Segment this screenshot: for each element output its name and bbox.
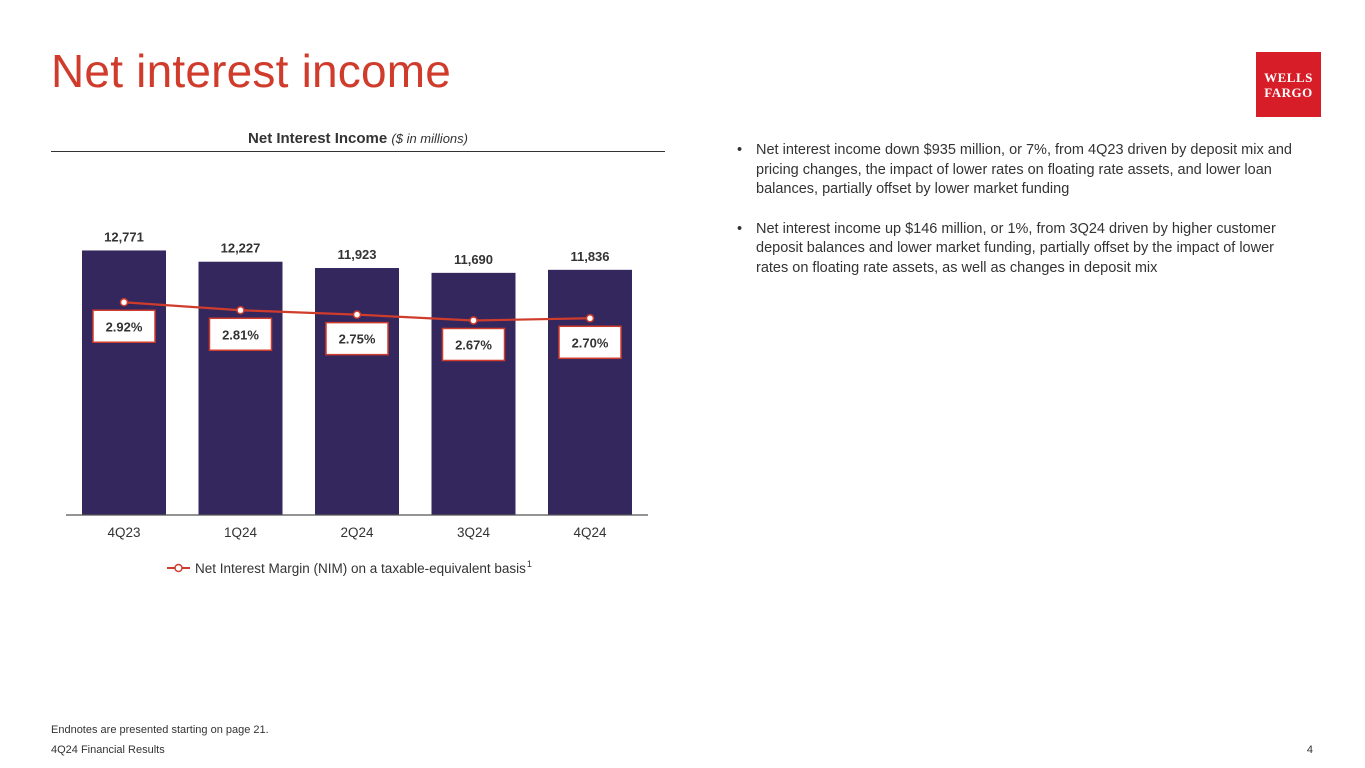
x-tick-label: 1Q24 — [223, 525, 258, 540]
bullet-item: • Net interest income down $935 million, or 7%, from 4Q23 driven by deposit mix and pricing changes, the impact of lower rates on floating rate assets, and lower loan balances, partially offset by lower market funding — [734, 141, 1304, 200]
nim-value-label: 2.81% — [222, 327, 259, 343]
bar-value-label: 11,923 — [337, 247, 377, 263]
page-title: Net interest income — [51, 45, 452, 97]
nim-value-label: 2.70% — [571, 335, 609, 351]
x-tick-label: 3Q24 — [456, 525, 491, 540]
nim-value-label: 2.92% — [105, 319, 143, 335]
bar — [199, 262, 283, 515]
endnotes-note: Endnotes are presented starting on page 21. — [51, 724, 269, 736]
bar — [548, 270, 632, 515]
logo-line-1: WELLS — [1264, 69, 1313, 85]
legend-superscript: 1 — [526, 559, 532, 569]
commentary-bullets — [734, 141, 1304, 298]
nim-point — [470, 317, 477, 324]
x-tick-label: 4Q23 — [107, 525, 141, 540]
bar — [82, 250, 166, 515]
footer-report-name: 4Q24 Financial Results — [51, 744, 165, 756]
x-tick-label: 2Q24 — [340, 525, 374, 540]
nim-value-label: 2.75% — [338, 331, 376, 347]
page-number: 4 — [1306, 744, 1313, 756]
nim-point — [587, 315, 594, 322]
legend-label: Net Interest Margin (NIM) on a taxable-equivalent basis — [195, 561, 526, 576]
x-tick-label: 4Q24 — [573, 525, 607, 540]
nim-point — [354, 311, 361, 318]
chart-title-main: Net Interest Income — [248, 130, 388, 147]
legend-marker — [175, 565, 182, 572]
bullet-item: • Net interest income up $146 million, or 1%, from 3Q24 driven by higher customer deposit balances and lower market funding, partially offset by the impact of lower rates on floating rate assets, as well as changes in deposit mix — [734, 220, 1304, 279]
nim-value-label: 2.67% — [455, 337, 492, 353]
bar-value-label: 12,227 — [220, 240, 261, 256]
nim-point — [237, 307, 244, 314]
chart-title-units: ($ in millions) — [391, 131, 468, 146]
bar-value-label: 11,690 — [453, 251, 494, 267]
logo-line-2: FARGO — [1264, 84, 1313, 100]
bar — [432, 273, 516, 515]
nim-point — [121, 299, 128, 306]
bar-value-label: 11,836 — [570, 248, 610, 264]
bar-value-label: 12,771 — [104, 229, 144, 245]
bar — [315, 268, 399, 515]
